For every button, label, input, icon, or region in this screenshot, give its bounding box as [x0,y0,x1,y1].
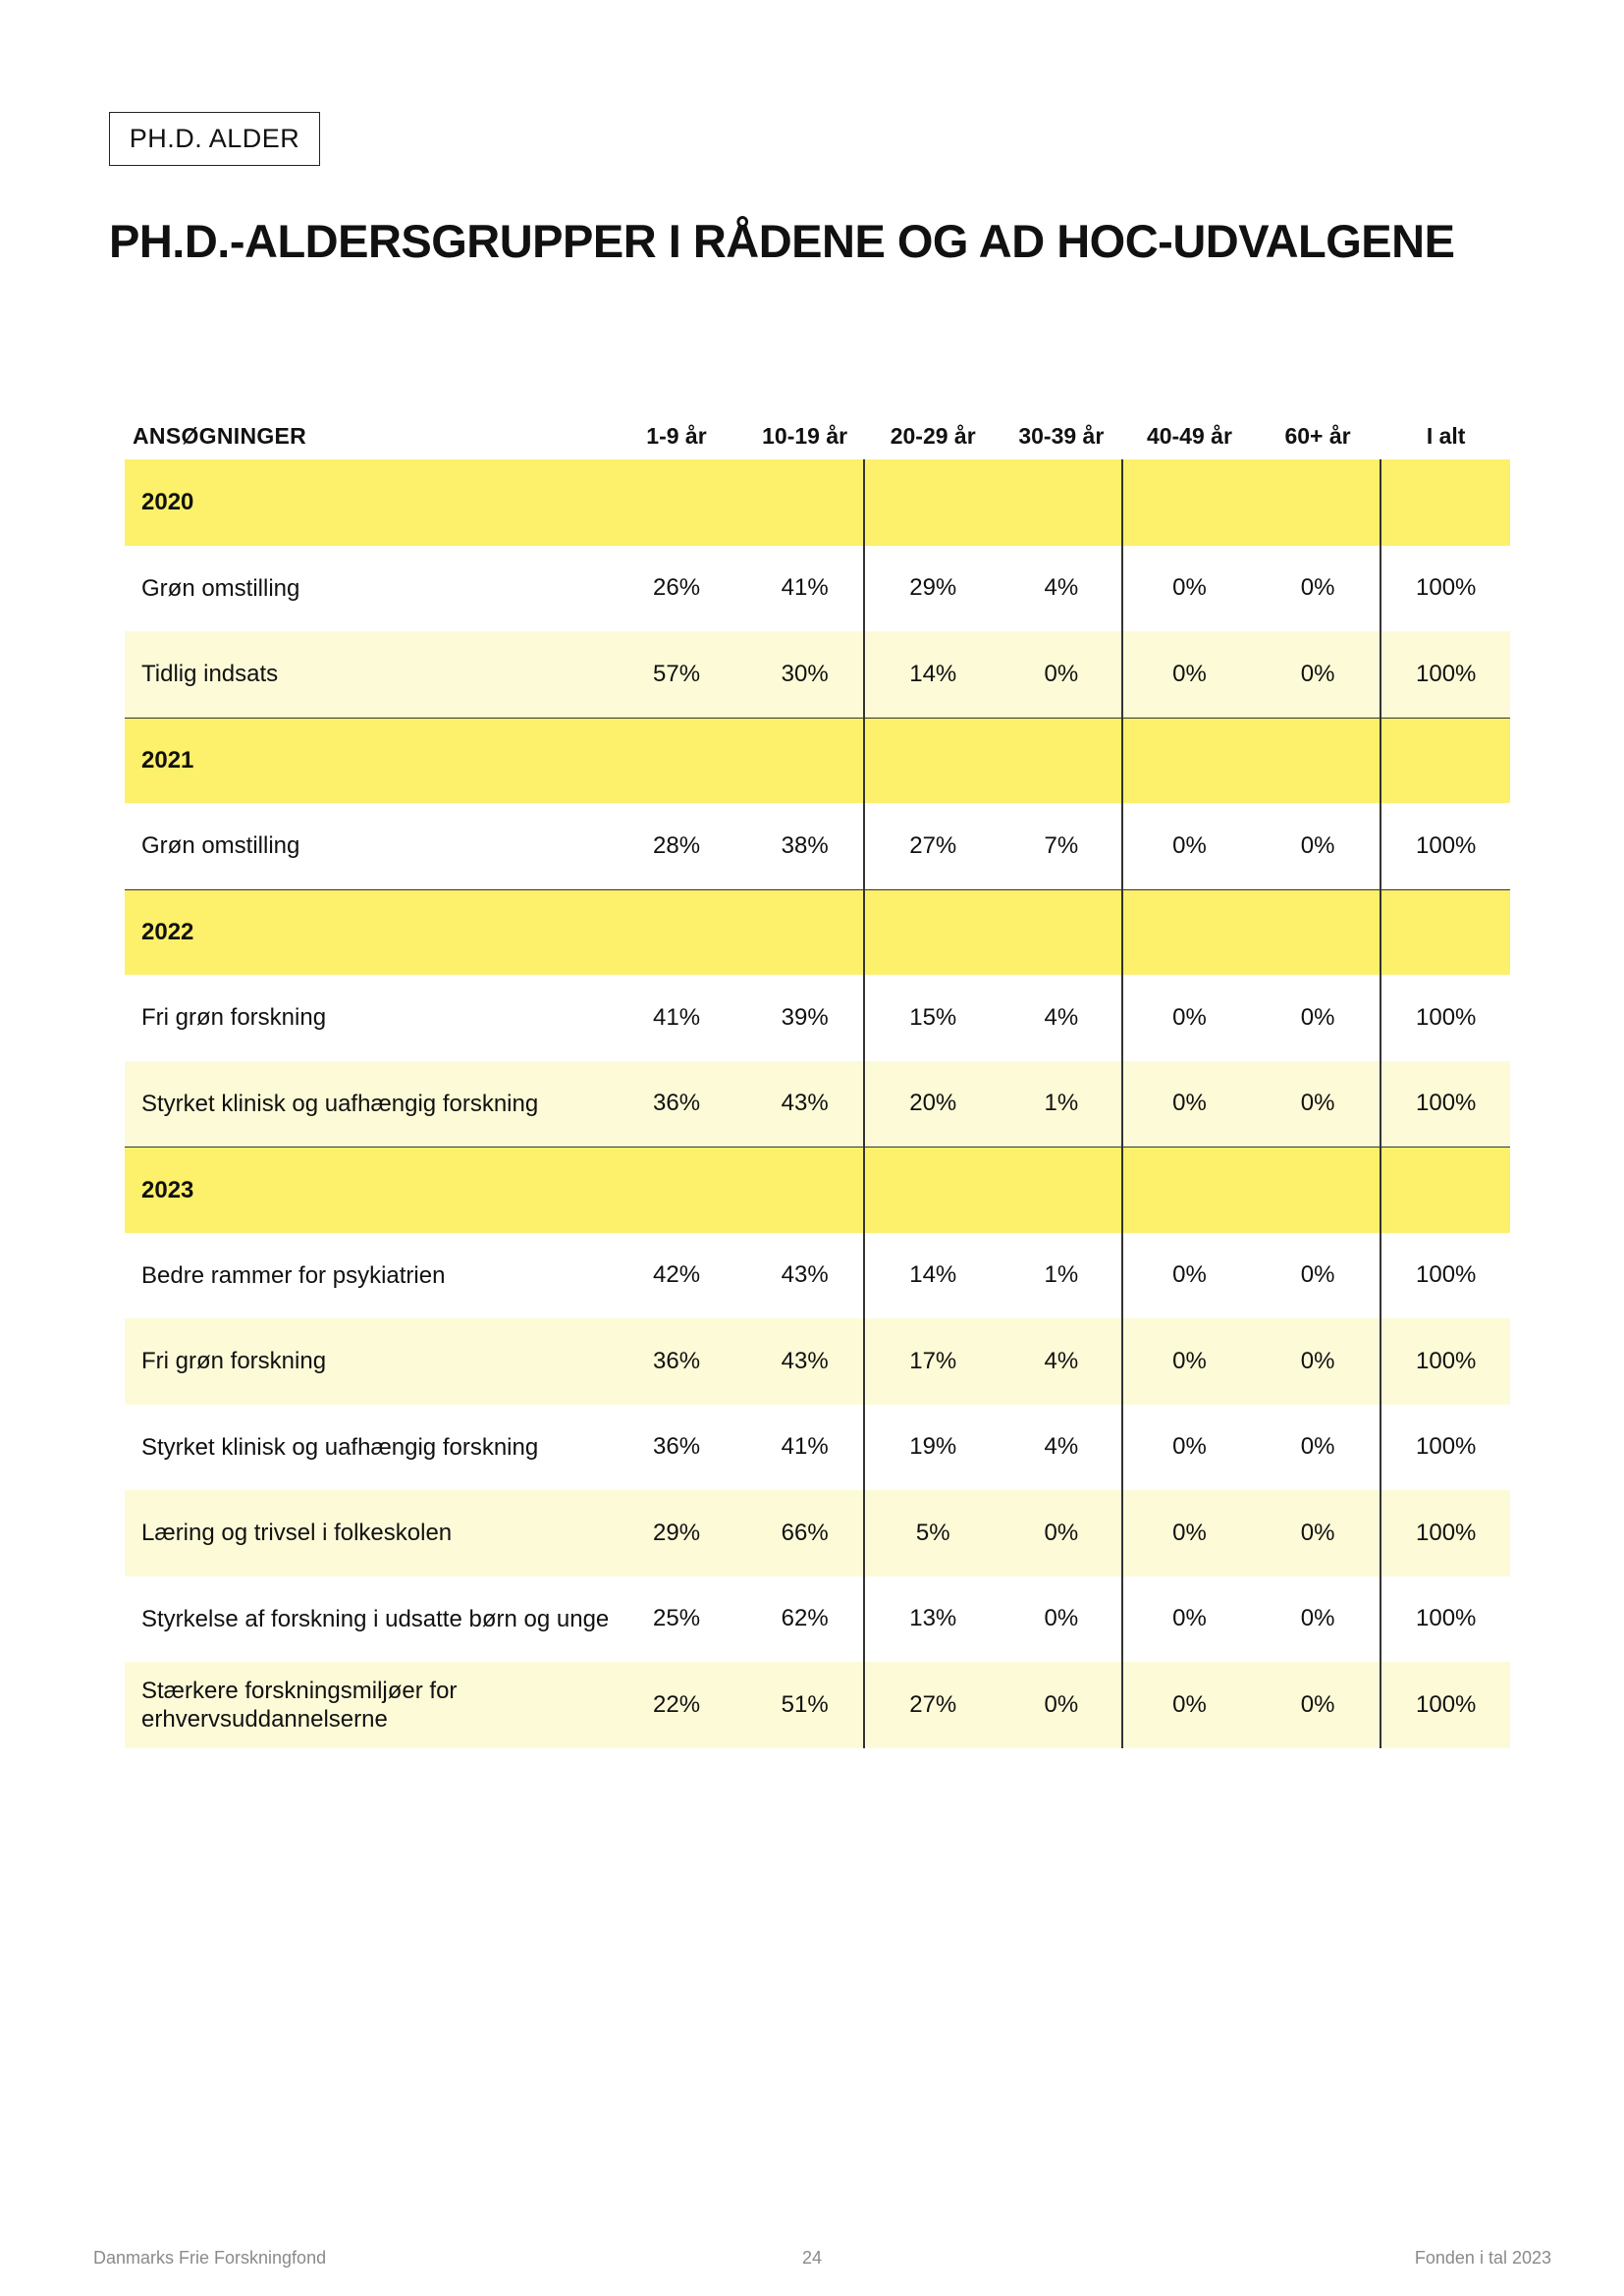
table-row [125,1662,1510,1748]
footer-publisher: Danmarks Frie Forskningfond [93,2248,327,2268]
table-body [125,459,1510,1748]
table-row [125,1405,1510,1491]
table-cell: 41% [653,1003,701,1031]
table-cell: 14% [909,660,957,687]
table-cell: 0% [1300,1003,1335,1031]
table-cell: 1% [1044,1261,1079,1289]
row-label: Grøn omstilling [141,832,300,860]
table-cell: 36% [653,1090,701,1117]
table-cell: 0% [1300,660,1335,687]
table-cell: 0% [1300,1347,1335,1374]
table-cell: 0% [1300,1261,1335,1289]
table-row [125,803,1510,889]
table-cell: 27% [909,1690,957,1718]
table-cell: 20% [909,1090,957,1117]
page-title: PH.D.-ALDERSGRUPPER I RÅDENE OG AD HOC-UDVALGENE [109,215,1455,267]
table-cell: 100% [1416,1090,1477,1117]
table-cell: 41% [781,574,829,602]
table-cell: 100% [1416,1347,1477,1374]
table-cell: 5% [915,1519,950,1546]
year-label: 2020 [141,489,194,516]
table-cell: 0% [1044,1690,1079,1718]
year-row [125,1147,1510,1233]
table-cell: 100% [1416,1605,1477,1632]
column-divider [1380,459,1381,1748]
table-cell: 0% [1172,1261,1207,1289]
table-cell: 66% [781,1519,829,1546]
table-row [125,1576,1510,1663]
row-label: Fri grøn forskning [141,1348,327,1375]
table-cell: 100% [1416,574,1477,602]
table-cell: 0% [1300,1090,1335,1117]
table-cell: 28% [653,831,701,859]
year-label: 2022 [141,919,194,946]
table-cell: 0% [1172,1347,1207,1374]
row-label: Stærkere forskningsmiljøer for erhvervsuddannelserne [141,1677,458,1733]
column-header: 1-9 år [646,422,707,449]
table-cell: 29% [909,574,957,602]
table-cell: 0% [1172,1519,1207,1546]
table-cell: 0% [1300,574,1335,602]
table-cell: 22% [653,1690,701,1718]
table-cell: 4% [1044,1347,1079,1374]
table-row [125,975,1510,1061]
year-row [125,459,1510,546]
table-cell: 100% [1416,1690,1477,1718]
table-cell: 100% [1416,1003,1477,1031]
table-cell: 57% [653,660,701,687]
table-cell: 13% [909,1605,957,1632]
table-cell: 17% [909,1347,957,1374]
table-cell: 0% [1172,574,1207,602]
table-cell: 1% [1044,1090,1079,1117]
table-cell: 0% [1172,831,1207,859]
table-cell: 0% [1300,1433,1335,1461]
table-cell: 0% [1172,660,1207,687]
table-cell: 25% [653,1605,701,1632]
table-cell: 19% [909,1433,957,1461]
table-cell: 36% [653,1347,701,1374]
table-cell: 0% [1172,1690,1207,1718]
table-cell: 41% [781,1433,829,1461]
table-cell: 27% [909,831,957,859]
table-cell: 100% [1416,1261,1477,1289]
table-cell: 39% [781,1003,829,1031]
column-divider [1121,459,1123,1748]
table-cell: 0% [1172,1433,1207,1461]
year-label: 2021 [141,747,194,774]
table-cell: 0% [1300,831,1335,859]
table-cell: 42% [653,1261,701,1289]
table-cell: 0% [1044,1519,1079,1546]
table-cell: 0% [1172,1003,1207,1031]
table-row [125,546,1510,632]
column-header: 10-19 år [762,422,848,449]
table-cell: 100% [1416,831,1477,859]
table-cell: 43% [781,1090,829,1117]
year-row [125,718,1510,804]
year-label: 2023 [141,1176,194,1203]
table-cell: 26% [653,574,701,602]
table-row [125,1490,1510,1576]
row-label: Styrket klinisk og uafhængig forskning [141,1433,539,1461]
table-cell: 4% [1044,574,1079,602]
table-cell: 100% [1416,660,1477,687]
year-row [125,889,1510,976]
table-cell: 0% [1300,1690,1335,1718]
table-cell: 51% [781,1690,829,1718]
table-row [125,1061,1510,1148]
row-label: Grøn omstilling [141,574,300,602]
table-row [125,631,1510,718]
column-header: ANSØGNINGER [133,422,307,449]
column-divider [863,459,865,1748]
table-cell: 36% [653,1433,701,1461]
column-header: I alt [1426,422,1466,449]
table-cell: 0% [1300,1605,1335,1632]
table-row [125,1318,1510,1405]
row-label: Læring og trivsel i folkeskolen [141,1520,453,1547]
table-cell: 4% [1044,1003,1079,1031]
row-label: Styrkelse af forskning i udsatte børn og unge [141,1605,610,1632]
table-cell: 38% [781,831,829,859]
table-cell: 30% [781,660,829,687]
footer-publication: Fonden i tal 2023 [1414,2248,1551,2268]
table-cell: 0% [1172,1090,1207,1117]
table-cell: 4% [1044,1433,1079,1461]
row-label: Styrket klinisk og uafhængig forskning [141,1090,539,1117]
table-cell: 100% [1416,1433,1477,1461]
table-cell: 0% [1172,1605,1207,1632]
age-group-table [125,412,1510,1748]
table-cell: 7% [1044,831,1079,859]
row-label: Bedre rammer for psykiatrien [141,1261,446,1289]
row-label: Fri grøn forskning [141,1004,327,1032]
table-cell: 100% [1416,1519,1477,1546]
table-cell: 14% [909,1261,957,1289]
table-cell: 0% [1300,1519,1335,1546]
column-header: 30-39 år [1018,422,1105,449]
table-cell: 43% [781,1347,829,1374]
column-header: 60+ år [1284,422,1351,449]
table-header-row [125,412,1510,459]
page-number: 24 [801,2248,823,2268]
section-tag: PH.D. ALDER [109,112,320,166]
table-cell: 43% [781,1261,829,1289]
table-cell: 0% [1044,1605,1079,1632]
table-cell: 62% [781,1605,829,1632]
column-header: 20-29 år [890,422,976,449]
column-header: 40-49 år [1146,422,1232,449]
table-cell: 29% [653,1519,701,1546]
row-label: Tidlig indsats [141,661,279,688]
table-cell: 15% [909,1003,957,1031]
table-cell: 0% [1044,660,1079,687]
table-row [125,1233,1510,1319]
